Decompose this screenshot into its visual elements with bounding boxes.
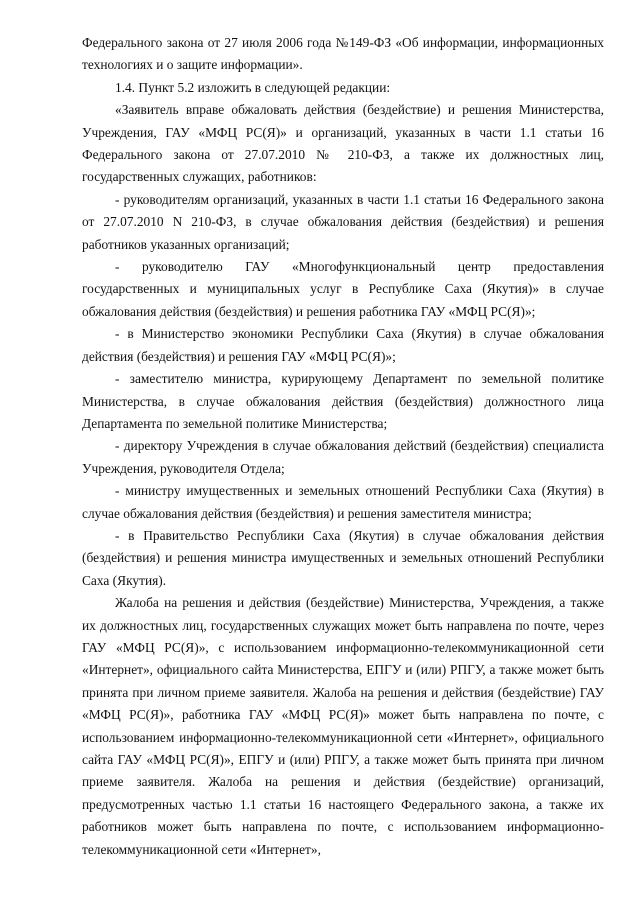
list-item-government: - в Правительство Республики Саха (Якутия) в случае обжалования действия (бездействия) и решения министра имущественных и земельных отношений Республики Саха (Якутия). — [82, 527, 604, 588]
list-item-mfc-head: - руководителю ГАУ «Многофункциональный центр предоставления государственных и муниципальных услуг в Республике Саха (Якутия)» в случае обжалования действия (бездействия) и решения работника ГАУ «МФЦ РС(Я)»; — [82, 259, 604, 319]
list-item-institution-director: - директору Учреждения в случае обжалования действий (бездействия) специалиста Учреждения, руководителя Отдела; — [82, 438, 604, 476]
list-item-organization-heads: - руководителям организаций, указанных в части 1.1 статьи 16 Федерального закона от 27.07.2010 N 210-ФЗ, в случае обжалования действия (бездействия) и решения работников указанных организаций; — [82, 191, 604, 252]
paragraph-law-reference-continuation: Федерального закона от 27 июля 2006 года №149-ФЗ «Об информации, информационных технологиях и о защите информации». — [82, 35, 604, 73]
paragraph-applicant-right: «Заявитель вправе обжаловать действия (бездействие) и решения Министерства, Учреждения, ГАУ «МФЦ РС(Я)» и организаций, указанных в части 1.1 статьи 16 Федерального закона от 27.07.2010 № 210-ФЗ, а также их должностных лиц, государственных служащих, работников: — [82, 102, 604, 185]
paragraph-item-1-4: 1.4. Пункт 5.2 изложить в следующей редакции: — [115, 79, 391, 95]
list-item-minister: - министру имущественных и земельных отношений Республики Саха (Якутия) в случае обжалования действия (бездействия) и решения заместителя министра; — [82, 483, 604, 521]
document-body — [82, 32, 604, 861]
paragraph-complaint-channels: Жалоба на решения и действия (бездействие) Министерства, Учреждения, а также их должностных лиц, государственных служащих может быть направлена по почте, через ГАУ «МФЦ РС(Я)», с использованием информационно-телекоммуникационной сети «Интернет», официального сайта Министерства, ЕПГУ и (или) РПГУ, а также может быть принята при личном приеме заявителя. Жалоба на решения и действия (бездействие) ГАУ «МФЦ РС(Я)», работника ГАУ «МФЦ РС(Я)» может быть направлена по почте, с использованием информационно-телекоммуникационной сети «Интернет», официального сайта ГАУ «МФЦ РС(Я)», ЕПГУ и (или) РПГУ, а также может быть принята при личном приеме заявителя. Жалоба на решения и действия (бездействие) организаций, предусмотренных частью 1.1 статьи 16 настоящего Федерального закона, а также их работников может быть направлена по почте, с использованием информационно-телекоммуникационной сети «Интернет», — [82, 595, 604, 857]
list-item-ministry-economy: - в Министерство экономики Республики Саха (Якутия) в случае обжалования действия (бездействия) и решения ГАУ «МФЦ РС(Я)»; — [82, 326, 604, 364]
list-item-deputy-minister: - заместителю министра, курирующему Департамент по земельной политике Министерства, в случае обжалования действия (бездействия) должностного лица Департамента по земельной политике Министерства; — [82, 371, 604, 431]
